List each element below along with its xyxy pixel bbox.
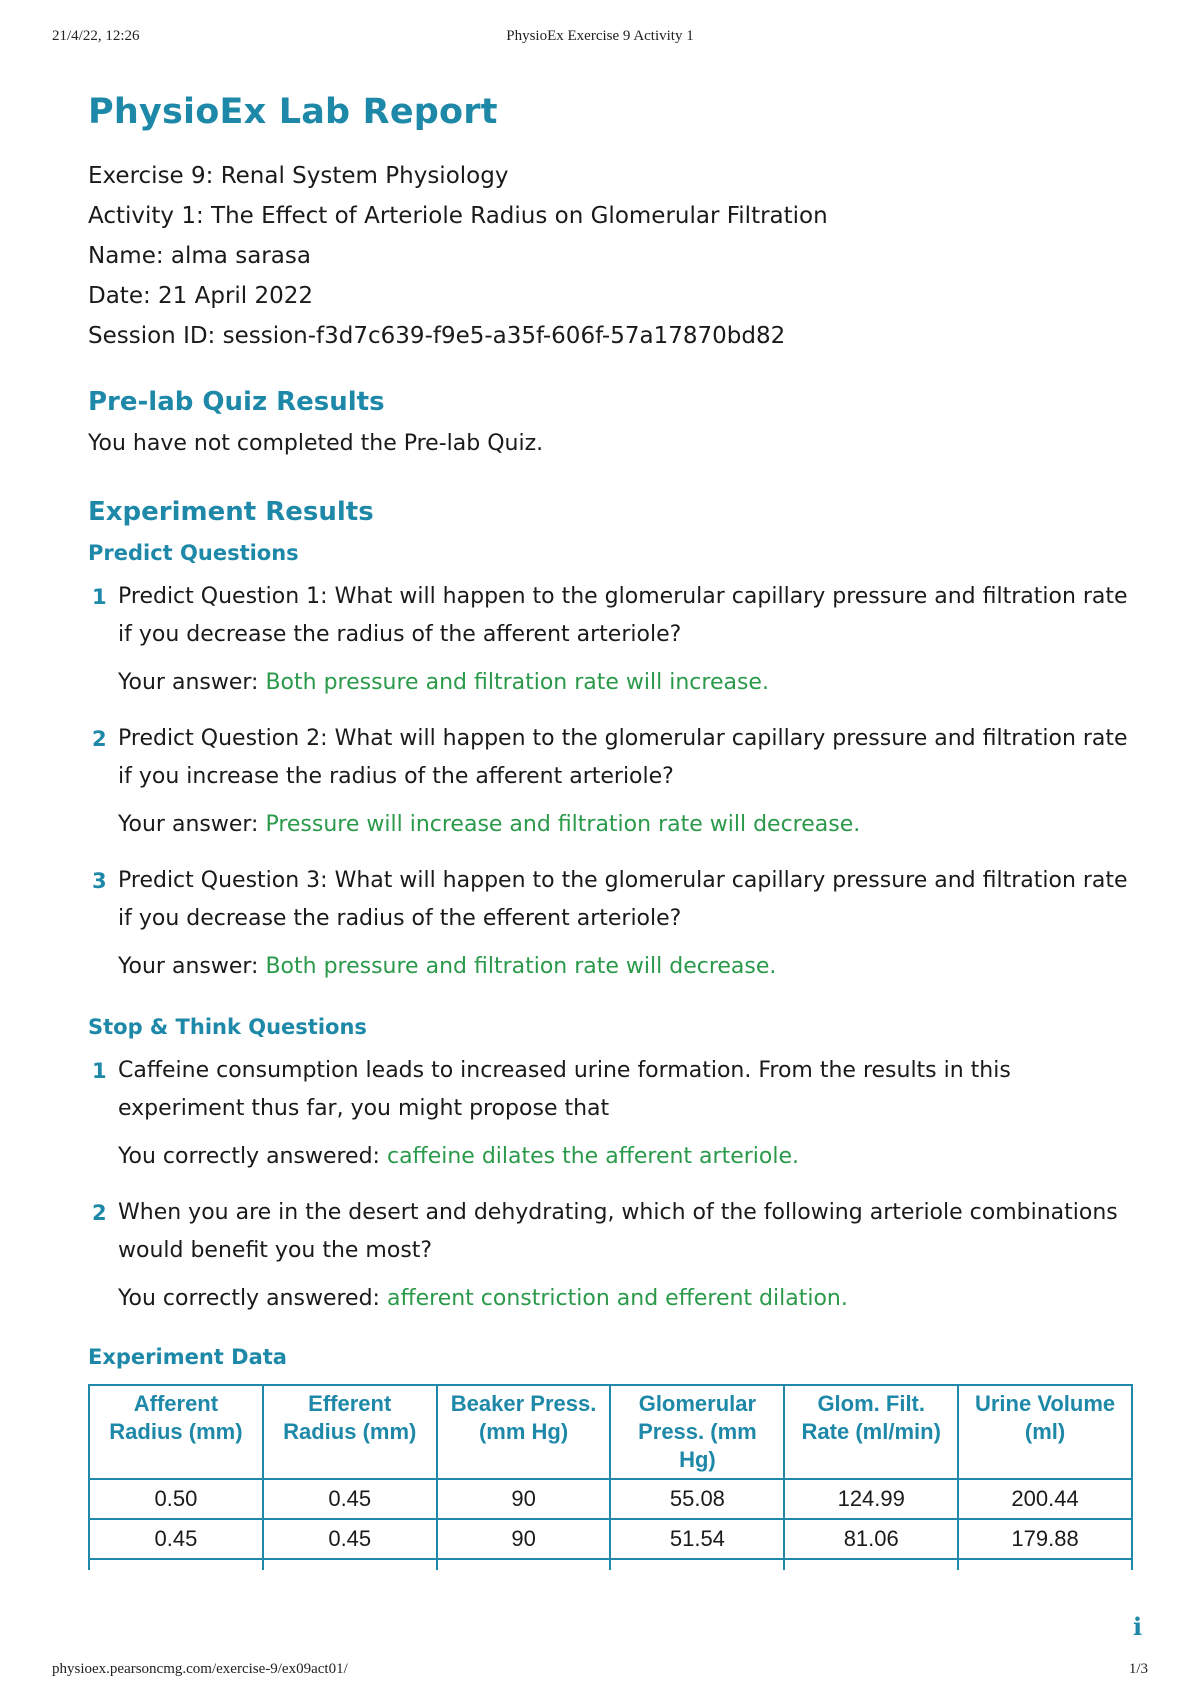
experiment-data-heading: Experiment Data — [88, 1345, 287, 1369]
answer-label: Your answer: — [118, 812, 259, 837]
table-cell — [784, 1559, 958, 1570]
table-cell — [263, 1559, 437, 1570]
predict-list — [88, 578, 1138, 986]
exercise-line: Exercise 9: Renal System Physiology — [88, 163, 509, 189]
table-row-cut — [89, 1559, 1132, 1570]
table-row — [89, 1519, 1132, 1559]
question-text: Predict Question 3: What will happen to the glomerular capillary pressure and filtration rate if you decrease the radius of the efferent arteriole? — [118, 868, 1128, 931]
predict-item — [88, 578, 1138, 702]
prelab-message: You have not completed the Pre-lab Quiz. — [88, 431, 544, 456]
table-cell — [437, 1559, 611, 1570]
report-content — [88, 82, 1138, 1570]
table-cell: 0.45 — [89, 1519, 263, 1559]
answer-label: Your answer: — [118, 670, 259, 695]
question-number: 2 — [92, 1201, 107, 1225]
answer-value: Both pressure and filtration rate will increase. — [265, 670, 769, 695]
answer-label: You correctly answered: — [118, 1286, 380, 1311]
table-cell: 0.45 — [263, 1519, 437, 1559]
table-cell: 55.08 — [610, 1479, 784, 1519]
question-text: When you are in the desert and dehydrating, which of the following arteriole combinations would benefit you the most? — [118, 1200, 1118, 1263]
page-title: PhysioEx Lab Report — [88, 92, 498, 132]
experiment-data-table — [88, 1384, 1133, 1570]
question-number: 1 — [92, 1059, 107, 1083]
table-cell: 81.06 — [784, 1519, 958, 1559]
print-url: physioex.pearsoncmg.com/exercise-9/ex09act01/ — [52, 1661, 348, 1677]
question-text: Caffeine consumption leads to increased urine formation. From the results in this experiment thus far, you might propose that — [118, 1058, 1011, 1121]
print-header — [52, 28, 1148, 52]
experiment-heading: Experiment Results — [88, 497, 374, 527]
session-line: Session ID: session-f3d7c639-f9e5-a35f-606f-57a17870bd82 — [88, 323, 786, 349]
experiment-section — [88, 492, 1138, 1570]
question-number: 2 — [92, 727, 107, 751]
table-cell: 124.99 — [784, 1479, 958, 1519]
stop-think-list — [88, 1052, 1138, 1318]
activity-line: Activity 1: The Effect of Arteriole Radius on Glomerular Filtration — [88, 203, 828, 229]
name-line: Name: alma sarasa — [88, 243, 311, 269]
question-number: 1 — [92, 585, 107, 609]
stop-think-item — [88, 1194, 1138, 1318]
answer-line — [118, 664, 1138, 702]
question-text: Predict Question 1: What will happen to the glomerular capillary pressure and filtration rate if you decrease the radius of the afferent arteriole? — [118, 584, 1128, 647]
predict-item — [88, 862, 1138, 986]
answer-line — [118, 1138, 1138, 1176]
print-doc-title: PhysioEx Exercise 9 Activity 1 — [506, 28, 694, 44]
report-meta — [88, 156, 1138, 356]
table-cell — [610, 1559, 784, 1570]
table-cell: 200.44 — [958, 1479, 1132, 1519]
answer-line — [118, 806, 1138, 844]
table-header-row — [89, 1385, 1132, 1479]
answer-value: afferent constriction and efferent dilation. — [386, 1286, 848, 1311]
stop-think-item — [88, 1052, 1138, 1176]
column-header: Afferent Radius (mm) — [89, 1385, 263, 1479]
table-cell: 90 — [437, 1519, 611, 1559]
answer-value: Pressure will increase and filtration rate will decrease. — [265, 812, 861, 837]
table-cell: 0.45 — [263, 1479, 437, 1519]
print-datetime: 21/4/22, 12:26 — [52, 28, 140, 44]
answer-value: caffeine dilates the afferent arteriole. — [386, 1144, 799, 1169]
answer-line — [118, 1280, 1138, 1318]
column-header: Urine Volume (ml) — [958, 1385, 1132, 1479]
table-cell: 51.54 — [610, 1519, 784, 1559]
table-cell — [958, 1559, 1132, 1570]
answer-label: Your answer: — [118, 954, 259, 979]
info-icon[interactable]: i — [1133, 1612, 1143, 1641]
answer-label: You correctly answered: — [118, 1144, 380, 1169]
table-cell: 0.50 — [89, 1479, 263, 1519]
question-text: Predict Question 2: What will happen to the glomerular capillary pressure and filtration rate if you increase the radius of the afferent arteriole? — [118, 726, 1128, 789]
table-cell: 90 — [437, 1479, 611, 1519]
answer-value: Both pressure and filtration rate will decrease. — [265, 954, 777, 979]
prelab-section — [88, 382, 1138, 462]
column-header: Glomerular Press. (mm Hg) — [610, 1385, 784, 1479]
column-header: Beaker Press. (mm Hg) — [437, 1385, 611, 1479]
table-cell: 179.88 — [958, 1519, 1132, 1559]
date-line: Date: 21 April 2022 — [88, 283, 314, 309]
stop-think-heading: Stop & Think Questions — [88, 1015, 367, 1039]
predict-heading: Predict Questions — [88, 541, 299, 565]
column-header: Efferent Radius (mm) — [263, 1385, 437, 1479]
column-header: Glom. Filt. Rate (ml/min) — [784, 1385, 958, 1479]
page-number: 1/3 — [1128, 1661, 1148, 1677]
prelab-heading: Pre-lab Quiz Results — [88, 387, 385, 417]
print-footer — [52, 1661, 1148, 1685]
predict-item — [88, 720, 1138, 844]
table-row — [89, 1479, 1132, 1519]
table-cell — [89, 1559, 263, 1570]
answer-line — [118, 948, 1138, 986]
question-number: 3 — [92, 869, 107, 893]
